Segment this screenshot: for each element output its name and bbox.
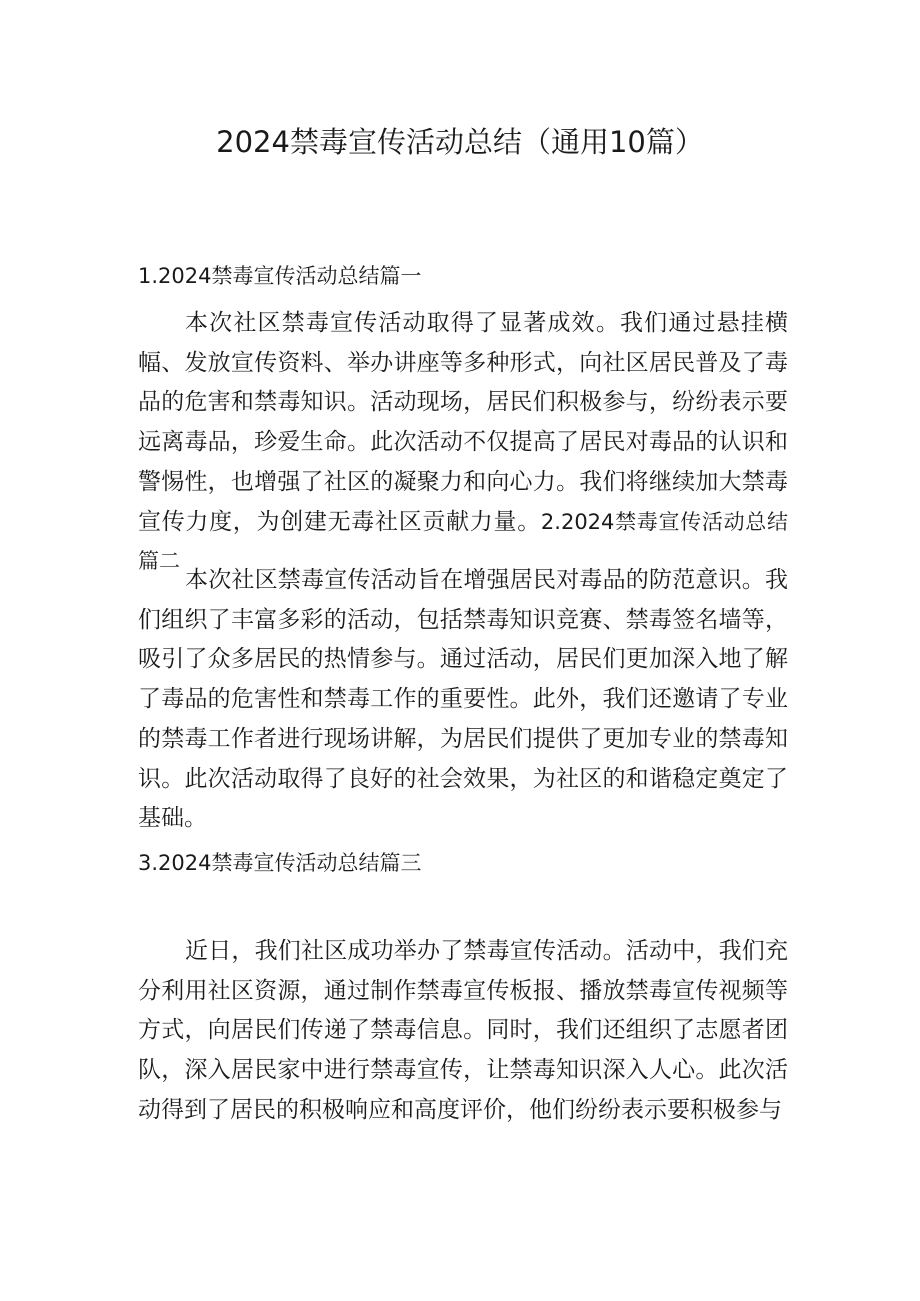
section-3-paragraph: 近日，我们社区成功举办了禁毒宣传活动。活动中，我们充分利用社区资源，通过制作禁毒宣传板报、播放禁毒宣传视频等方式，向居民们传递了禁毒信息。同时，我们还组织了志愿者团队，深入居民家中进行禁毒宣传，让禁毒知识深入人心。此次活动得到了居民的积极响应和高度评价，他们纷纷表示要积极参与 <box>138 938 788 1123</box>
section-2-paragraph: 本次社区禁毒宣传活动旨在增强居民对毒品的防范意识。我们组织了丰富多彩的活动，包括禁毒知识竞赛、禁毒签名墙等，吸引了众多居民的热情参与。通过活动，居民们更加深入地了解了毒品的危害性和禁毒工作的重要性。此外，我们还邀请了专业的禁毒工作者进行现场讲解，为居民们提供了更加专业的禁毒知识。此次活动取得了良好的社会效果，为社区的和谐稳定奠定了基础。 <box>138 567 788 832</box>
section-1-paragraph <box>138 304 788 582</box>
section-3-heading: 3.2024禁毒宣传活动总结篇三 <box>138 851 422 875</box>
section-2-heading: 2.2024禁毒宣传活动总结篇二 <box>138 509 789 574</box>
document-title: 2024禁毒宣传活动总结（通用10篇） <box>216 125 704 159</box>
section-1-heading: 1.2024禁毒宣传活动总结篇一 <box>138 264 422 288</box>
section-1-body: 本次社区禁毒宣传活动取得了显著成效。我们通过悬挂横幅、发放宣传资料、举办讲座等多种形式，向社区居民普及了毒品的危害和禁毒知识。活动现场，居民们积极参与，纷纷表示要远离毒品，珍爱生命。此次活动不仅提高了居民对毒品的认识和警惕性，也增强了社区的凝聚力和向心力。我们将继续加大禁毒宣传力度，为创建无毒社区贡献力量。 <box>138 310 788 535</box>
